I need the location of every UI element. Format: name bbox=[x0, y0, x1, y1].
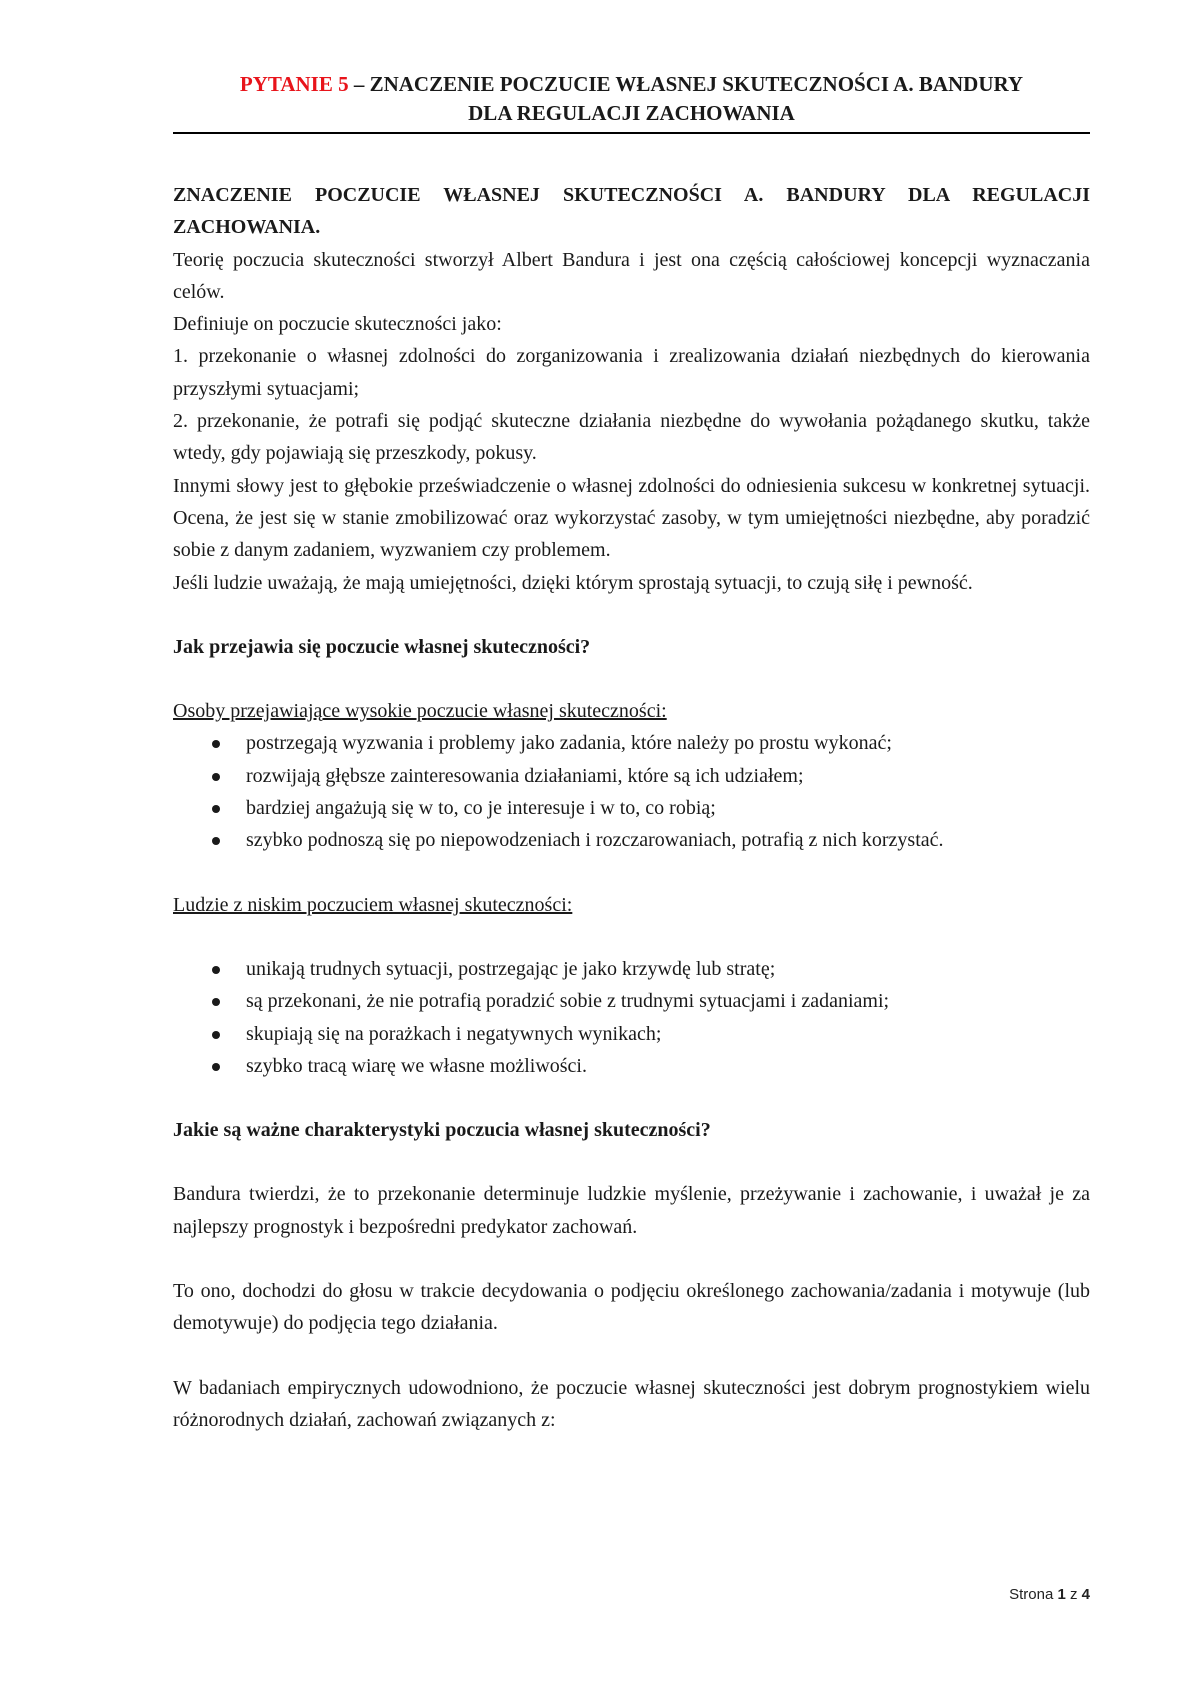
high-efficacy-list bbox=[173, 727, 1090, 856]
list-item: skupiają się na porażkach i negatywnych wynikach; bbox=[173, 1018, 1090, 1050]
paragraph: Definiuje on poczucie skuteczności jako: bbox=[173, 313, 502, 336]
page-number: Strona 1 z 4 bbox=[1009, 1586, 1090, 1603]
bullet-icon bbox=[212, 998, 220, 1006]
paragraph: Bandura twierdzi, że to przekonanie determinuje ludzkie myślenie, przeżywanie i zachowanie, i uważał je za najlepszy prognostyk i bezpośredni predykator zachowań. bbox=[173, 1183, 1090, 1238]
list-item: unikają trudnych sytuacji, postrzegając je jako krzywdę lub stratę; bbox=[173, 953, 1090, 985]
header-title-1: – ZNACZENIE POCZUCIE WŁASNEJ SKUTECZNOŚCI A. BANDURY bbox=[348, 72, 1024, 96]
bullet-icon bbox=[212, 773, 220, 781]
list-item: rozwijają głębsze zainteresowania działaniami, które są ich udziałem; bbox=[173, 760, 1090, 792]
document-body bbox=[173, 179, 1090, 1436]
section-heading: Jakie są ważne charakterystyki poczucia własnej skuteczności? bbox=[173, 1119, 711, 1142]
bullet-icon bbox=[212, 1063, 220, 1071]
paragraph: 1. przekonanie o własnej zdolności do zorganizowania i zrealizowania działań niezbędnych do kierowania przyszłymi sytuacjami; bbox=[173, 345, 1090, 400]
header-line-1 bbox=[173, 70, 1090, 99]
document-page bbox=[173, 70, 1090, 1436]
list-label-low: Ludzie z niskim poczuciem własnej skuteczności: bbox=[173, 893, 573, 916]
list-item: postrzegają wyzwania i problemy jako zadania, które należy po prostu wykonać; bbox=[173, 727, 1090, 759]
list-item: szybko podnoszą się po niepowodzeniach i rozczarowaniach, potrafią z nich korzystać. bbox=[173, 824, 1090, 856]
list-item: bardziej angażują się w to, co je interesuje i w to, co robią; bbox=[173, 792, 1090, 824]
header-line-2: DLA REGULACJI ZACHOWANIA bbox=[468, 101, 795, 125]
paragraph: 2. przekonanie, że potrafi się podjąć skuteczne działania niezbędne do wywołania pożądanego skutku, także wtedy, gdy pojawiają się przeszkody, pokusy. bbox=[173, 410, 1090, 465]
page-header bbox=[173, 70, 1090, 134]
list-label-high: Osoby przejawiające wysokie poczucie własnej skuteczności: bbox=[173, 700, 667, 723]
paragraph: Innymi słowy jest to głębokie przeświadczenie o własnej zdolności do odniesienia sukcesu w konkretnej sytuacji. Ocena, że jest się w stanie zmobilizować oraz wykorzystać zasoby, w tym umiejętności niezbędne, aby poradzić sobie z danym zadaniem, wyzwaniem czy problemem. bbox=[173, 474, 1090, 562]
bullet-icon bbox=[212, 966, 220, 974]
question-label: PYTANIE 5 bbox=[239, 72, 349, 96]
paragraph: To ono, dochodzi do głosu w trakcie decydowania o podjęciu określonego zachowania/zadania i motywuje (lub demotywuje) do podjęcia tego działania. bbox=[173, 1280, 1090, 1335]
section-heading: ZNACZENIE POCZUCIE WŁASNEJ SKUTECZNOŚCI A. BANDURY DLA REGULACJI ZACHOWANIA. bbox=[173, 184, 1090, 239]
list-item: są przekonani, że nie potrafią poradzić sobie z trudnymi sytuacjami i zadaniami; bbox=[173, 985, 1090, 1017]
low-efficacy-list bbox=[173, 953, 1090, 1082]
paragraph: Teorię poczucia skuteczności stworzył Albert Bandura i jest ona częścią całościowej koncepcji wyznaczania celów. bbox=[173, 248, 1090, 303]
list-item: szybko tracą wiarę we własne możliwości. bbox=[173, 1050, 1090, 1082]
bullet-icon bbox=[212, 740, 220, 748]
bullet-icon bbox=[212, 1031, 220, 1039]
paragraph: Jeśli ludzie uważają, że mają umiejętności, dzięki którym sprostają sytuacji, to czują siłę i pewność. bbox=[173, 571, 973, 594]
bullet-icon bbox=[212, 805, 220, 813]
paragraph: W badaniach empirycznych udowodniono, że poczucie własnej skuteczności jest dobrym prognostykiem wielu różnorodnych działań, zachowań związanych z: bbox=[173, 1376, 1090, 1431]
bullet-icon bbox=[212, 837, 220, 845]
section-heading: Jak przejawia się poczucie własnej skuteczności? bbox=[173, 635, 591, 658]
